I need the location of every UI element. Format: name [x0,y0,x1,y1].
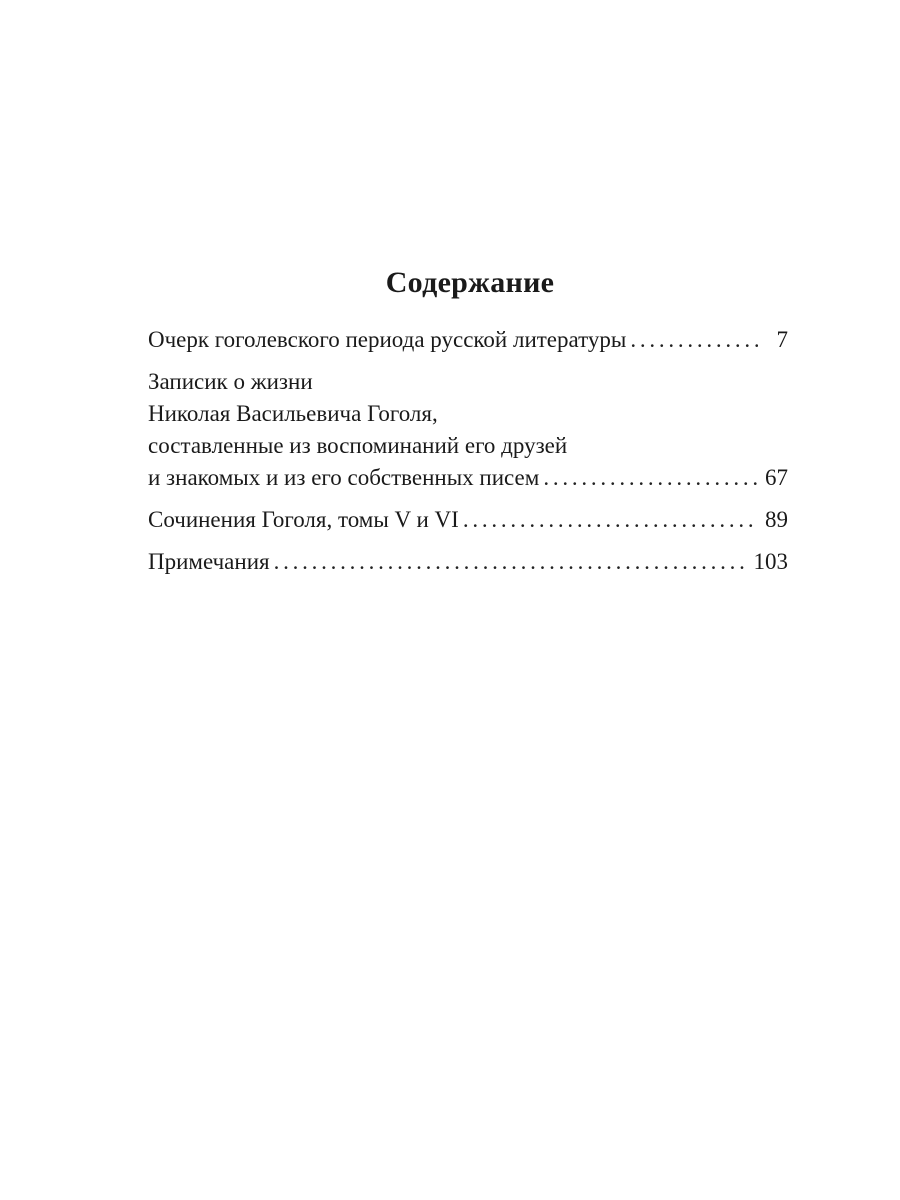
toc-entry[interactable] [148,504,788,536]
page-number: 7 [776,327,788,352]
toc-entry[interactable] [148,546,788,578]
entry-title-line: Николая Васильевича Гоголя, [148,401,438,426]
dot-leader [274,546,750,578]
dot-leader [630,324,758,356]
page-number: 103 [753,549,788,574]
dot-leader [463,504,758,536]
entry-title-line: составленные из воспоминаний его друзей [148,433,568,458]
dot-leader [543,462,758,494]
entry-title: Очерк гоголевского периода русской литературы [148,327,627,352]
entry-title-line: и знакомых и из его собственных писем [148,465,540,490]
entry-title: Сочинения Гоголя, томы V и VI [148,507,459,532]
toc-entry[interactable] [148,366,788,494]
page-number: 67 [765,465,788,490]
entry-title-line: Записик о жизни [148,369,313,394]
table-of-contents [148,324,788,588]
page-number: 89 [765,507,788,532]
toc-entry[interactable] [148,324,788,356]
entry-title: Примечания [148,549,270,574]
page-title: Содержание [385,266,555,299]
